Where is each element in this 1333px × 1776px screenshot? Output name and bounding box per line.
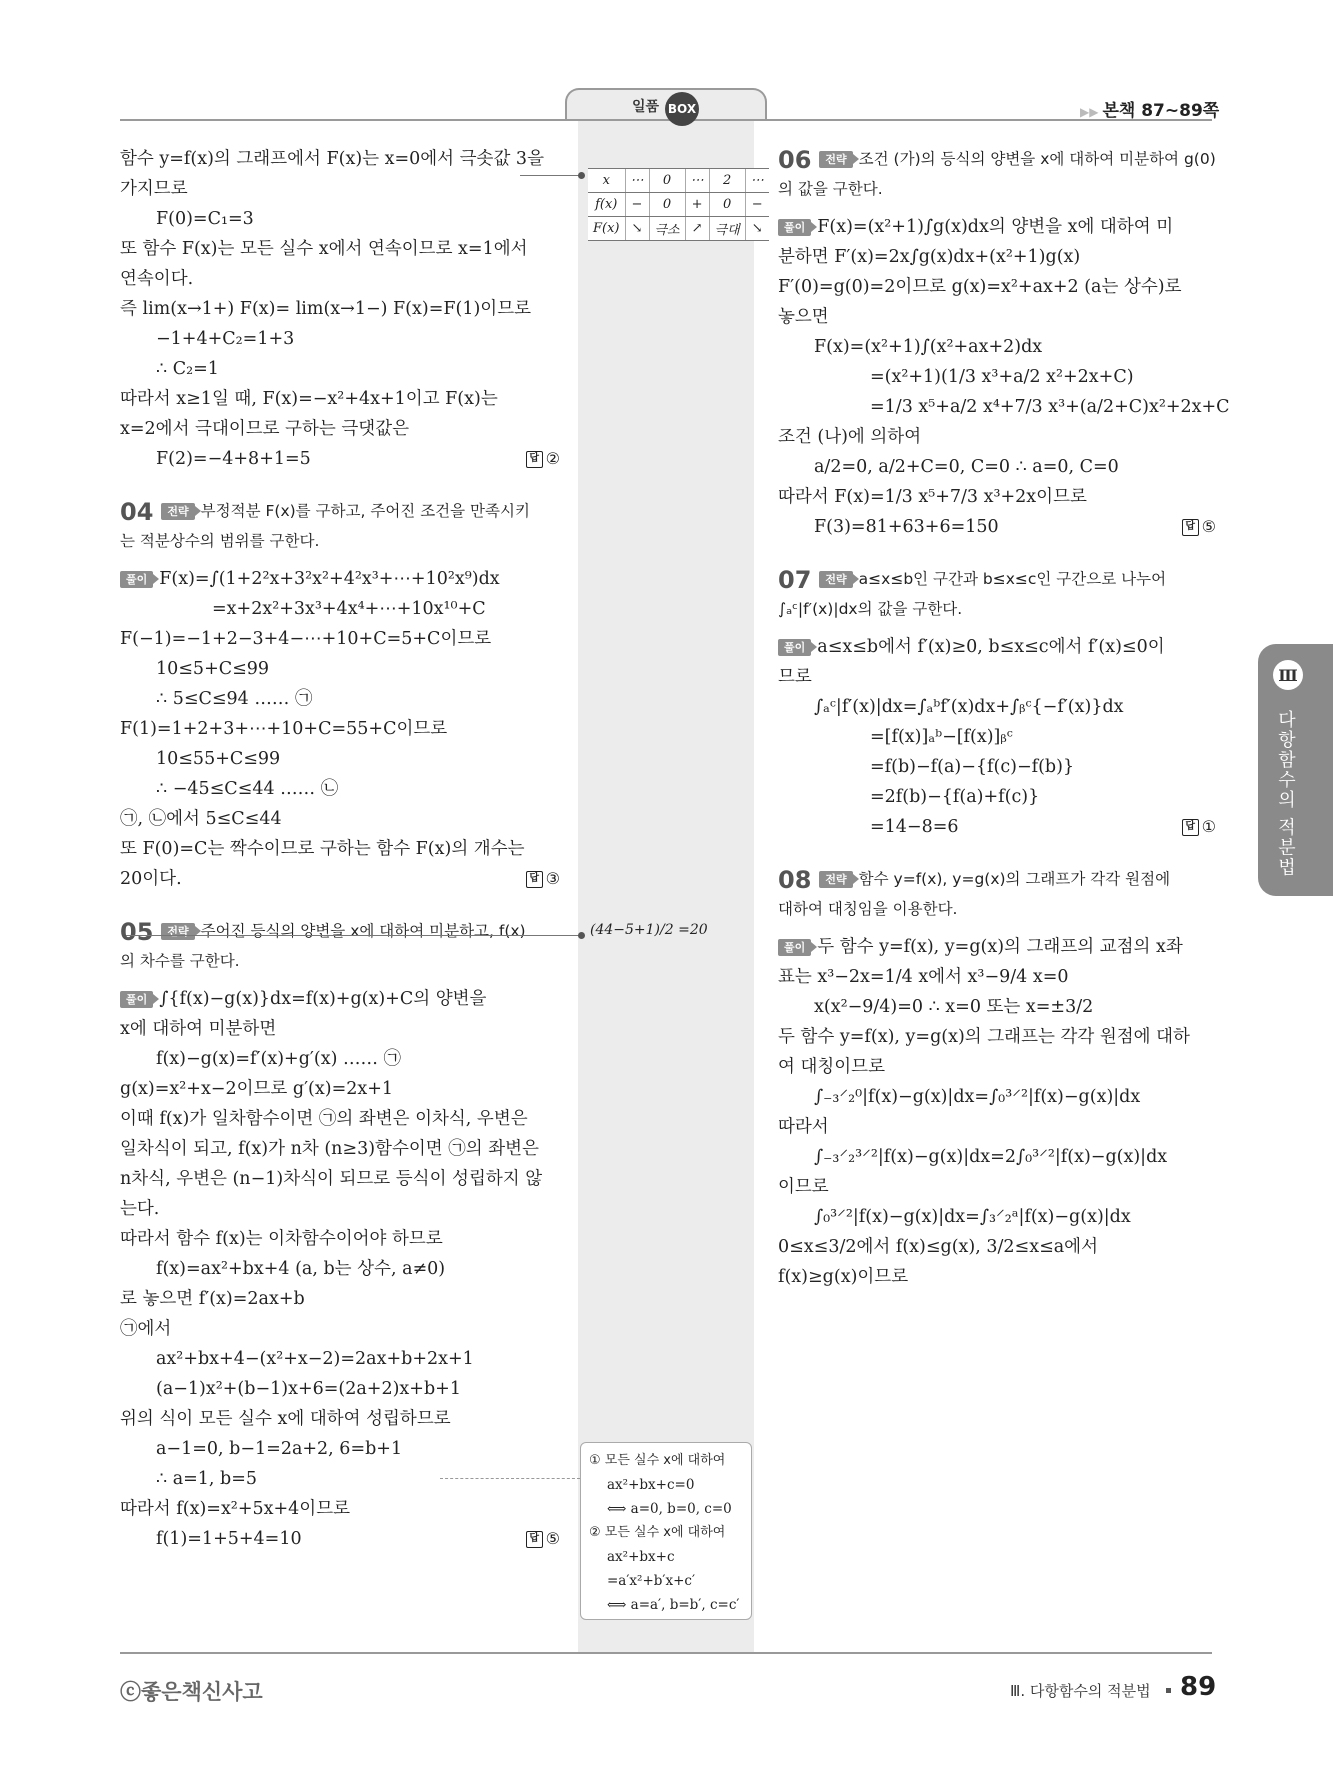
- answer-mark: [1182, 812, 1216, 842]
- solution-text: 위의 식이 모든 실수 x에 대하여 성립하므로: [120, 1409, 451, 1429]
- answer-icon: 답: [1182, 819, 1199, 836]
- table-cell: ⋯: [745, 169, 769, 193]
- solution-line: [120, 744, 560, 774]
- solution-line: [120, 204, 560, 234]
- table-cell: ⋯: [685, 169, 709, 193]
- problem-08: [778, 864, 1216, 1292]
- table-row: [588, 217, 769, 241]
- solution-line: [778, 422, 1216, 452]
- solution-line: [778, 1112, 1216, 1142]
- strategy-text: 대하여 대칭임을 이용한다.: [778, 900, 958, 918]
- solution-text: −1+4+C₂=1+3: [156, 329, 295, 349]
- problem-number: 05: [120, 917, 154, 946]
- solution-lines: [778, 632, 1216, 842]
- note-line: ① 모든 실수 x에 대하여: [589, 1453, 726, 1468]
- strategy-text: ∫ₐᶜ|f′(x)|dx의 값을 구한다.: [778, 600, 963, 618]
- solution-line: [120, 1194, 560, 1224]
- solution-line: [120, 234, 560, 264]
- identity-note-box: [580, 1442, 752, 1620]
- solution-text: =14−8=6: [870, 817, 959, 837]
- solution-line: [778, 392, 1230, 422]
- solution-text: 따라서 F(x)=1/3 x⁵+7/3 x³+2x이므로: [778, 487, 1087, 507]
- footer-chapter-title: Ⅲ. 다항함수의 적분법: [1010, 1682, 1151, 1700]
- solution-text: f(x)≥g(x)이므로: [778, 1267, 909, 1287]
- left-column: [120, 144, 560, 1554]
- solution-text: ∴ a=1, b=5: [156, 1469, 258, 1489]
- solution-text: F(x)=∫(1+2²x+3²x²+4²x³+⋯+10²x⁹)dx: [159, 569, 500, 589]
- solution-line: [120, 1044, 560, 1074]
- answer-icon: 답: [526, 451, 543, 468]
- solution-text: ∫₋₃⸍₂³⸍²|f(x)−g(x)|dx=2∫₀³⸍²|f(x)−g(x)|dx: [814, 1147, 1168, 1167]
- sign-change-table: [588, 168, 769, 241]
- solution-line: [778, 1232, 1216, 1262]
- solution-line: [120, 834, 560, 864]
- solution-line: [778, 272, 1216, 302]
- solution-line: [120, 354, 560, 384]
- solution-line: [120, 264, 560, 294]
- solution-text: 10≤55+C≤99: [156, 749, 281, 769]
- solution-tag: 풀이: [120, 991, 153, 1008]
- solution-line: [120, 714, 560, 744]
- solution-line: [778, 302, 1216, 332]
- solution-text: 여 대칭이므로: [778, 1057, 885, 1077]
- solution-text: f(x)−g(x)=f′(x)+g′(x) …… ㉠: [156, 1049, 402, 1069]
- solution-text: 로 놓으면 f′(x)=2ax+b: [120, 1289, 305, 1309]
- note-line: =a′x²+b′x+c′: [607, 1573, 696, 1589]
- connector-line: [126, 935, 584, 936]
- solution-line: [778, 662, 1216, 692]
- solution-text: 이때 f(x)가 일차함수이면 ㉠의 좌변은 이차식, 우변은: [120, 1109, 528, 1129]
- strategy-text: 는 적분상수의 범위를 구한다.: [120, 532, 320, 550]
- solution-line: [778, 1082, 1216, 1112]
- solution-text: a/2=0, a/2+C=0, C=0 ∴ a=0, C=0: [814, 457, 1119, 477]
- solution-text: ∫ₐᶜ|f′(x)|dx=∫ₐᵇf′(x)dx+∫ᵦᶜ{−f′(x)}dx: [814, 697, 1124, 717]
- solution-line: [120, 1314, 560, 1344]
- solution-text: ∴ −45≤C≤44 …… ㉡: [156, 779, 339, 799]
- problem-07: [778, 564, 1216, 842]
- solution-line: [778, 452, 1216, 482]
- strategy-tag: 전략: [819, 151, 852, 168]
- solution-text: F(2)=−4+8+1=5: [156, 449, 311, 469]
- solution-line: [120, 1374, 560, 1404]
- table-cell: 2: [709, 169, 745, 193]
- connector-line: [520, 175, 584, 176]
- strategy-tag: 전략: [819, 571, 852, 588]
- right-column: [778, 144, 1230, 1292]
- answer-mark: [526, 444, 560, 474]
- solution-text: 또 F(0)=C는 짝수이므로 구하는 함수 F(x)의 개수는: [120, 839, 525, 859]
- table-cell: +: [685, 193, 709, 217]
- solution-text: =f(b)−f(a)−{f(c)−f(b)}: [870, 757, 1075, 777]
- solution-text: F(3)=81+63+6=150: [814, 517, 999, 537]
- solution-line: [778, 512, 1216, 542]
- solution-text: =1/3 x⁵+a/2 x⁴+7/3 x³+(a/2+C)x²+2x+C: [870, 397, 1230, 417]
- table-cell: f(x): [588, 193, 625, 217]
- solution-line: [778, 812, 1216, 842]
- solution-line: [120, 594, 560, 624]
- center-annotation-strip: [578, 92, 754, 1654]
- solution-line: [120, 414, 560, 444]
- solution-line: [778, 1202, 1216, 1232]
- solution-text: x=2에서 극대이므로 구하는 극댓값은: [120, 419, 410, 439]
- solution-line: [778, 482, 1216, 512]
- table-cell: ↗: [685, 217, 709, 241]
- solution-line: [120, 1224, 560, 1254]
- solution-line: [120, 444, 560, 474]
- solution-line: [120, 1524, 560, 1554]
- solution-line: [778, 932, 1216, 962]
- solution-text: ㉠, ㉡에서 5≤C≤44: [120, 809, 282, 829]
- solution-lines: [120, 564, 560, 894]
- table-cell: 극소: [649, 217, 685, 241]
- solution-text: 또 함수 F(x)는 모든 실수 x에서 연속이므로 x=1에서: [120, 239, 528, 259]
- table-cell: ↘: [745, 217, 769, 241]
- problem-number: 04: [120, 497, 154, 526]
- answer-value: ③: [545, 869, 560, 888]
- count-note: (44−5+1)/2 =20: [590, 922, 708, 938]
- solution-line: [120, 1284, 560, 1314]
- solution-line: [120, 1404, 560, 1434]
- solution-line: [778, 242, 1216, 272]
- solution-text: 따라서 함수 f(x)는 이차함수이어야 하므로: [120, 1229, 443, 1249]
- problem-05: [120, 916, 560, 1554]
- solution-line: [778, 1052, 1216, 1082]
- solution-text: (a−1)x²+(b−1)x+6=(2a+2)x+b+1: [156, 1379, 461, 1399]
- problem-06: [778, 144, 1230, 542]
- solution-line: [120, 324, 560, 354]
- solution-text: F(1)=1+2+3+⋯+10+C=55+C이므로: [120, 719, 448, 739]
- solution-tag: 풀이: [120, 571, 153, 588]
- table-cell: −: [745, 193, 769, 217]
- note-line: ax²+bx+c: [607, 1549, 675, 1565]
- solution-text: x에 대하여 미분하면: [120, 1019, 277, 1039]
- solution-text: g(x)=x²+x−2이므로 g′(x)=2x+1: [120, 1079, 394, 1099]
- table-cell: F(x): [588, 217, 625, 241]
- solution-text: F(−1)=−1+2−3+4−⋯+10+C=5+C이므로: [120, 629, 492, 649]
- table-cell: 0: [649, 169, 685, 193]
- solution-line: [120, 654, 560, 684]
- solution-line: [778, 1262, 1216, 1292]
- solution-text: 가지므로: [120, 179, 188, 199]
- solution-text: f(1)=1+5+4=10: [156, 1529, 302, 1549]
- solution-line: [778, 362, 1216, 392]
- box-badge: BOX: [665, 92, 699, 126]
- answer-mark: [526, 1524, 560, 1554]
- answer-mark: [526, 864, 560, 894]
- solution-text: ∫₀³⸍²|f(x)−g(x)|dx=∫₃⸍₂ᵃ|f(x)−g(x)|dx: [814, 1207, 1131, 1227]
- solution-lines: [778, 932, 1216, 1292]
- note-line: ⟺ a=a′, b=b′, c=c′: [607, 1597, 740, 1613]
- note-line: ⟺ a=0, b=0, c=0: [607, 1501, 732, 1517]
- solution-text: 0≤x≤3/2에서 f(x)≤g(x), 3/2≤x≤a에서: [778, 1237, 1098, 1257]
- solution-text: F(0)=C₁=3: [156, 209, 254, 229]
- answer-value: ①: [1201, 817, 1216, 836]
- solution-text: a≤x≤b에서 f′(x)≥0, b≤x≤c에서 f′(x)≤0이: [817, 637, 1165, 657]
- solution-line: [120, 384, 560, 414]
- solution-line: [120, 774, 560, 804]
- solution-text: 이므로: [778, 1177, 829, 1197]
- solution-text: 10≤5+C≤99: [156, 659, 270, 679]
- table-cell: x: [588, 169, 625, 193]
- solution-line: [120, 1164, 560, 1194]
- top-rule: [120, 119, 1212, 121]
- table-cell: −: [625, 193, 649, 217]
- solution-line: [120, 144, 560, 174]
- solution-lines: [120, 984, 560, 1554]
- solution-line: [120, 294, 560, 324]
- answer-value: ⑤: [1201, 517, 1216, 536]
- table-cell: 0: [709, 193, 745, 217]
- solution-line: [120, 1494, 560, 1524]
- problem-04: [120, 496, 560, 894]
- solution-text: 따라서 f(x)=x²+5x+4이므로: [120, 1499, 351, 1519]
- table-cell: ↘: [625, 217, 649, 241]
- page-reference: [1080, 96, 1219, 121]
- solution-text: F′(0)=g(0)=2이므로 g(x)=x²+ax+2 (a는 상수)로: [778, 277, 1182, 297]
- solution-text: ㉠에서: [120, 1319, 172, 1339]
- solution-text: 므로: [778, 667, 812, 687]
- table-cell: 0: [649, 193, 685, 217]
- solution-text: 표는 x³−2x=1/4 x에서 x³−9/4 x=0: [778, 967, 1069, 987]
- solution-line: [120, 1254, 560, 1284]
- solution-line: [778, 692, 1216, 722]
- solution-line: [120, 564, 560, 594]
- strategy-text: 의 값을 구한다.: [778, 180, 883, 198]
- solution-text: 분하면 F′(x)=2x∫g(x)dx+(x²+1)g(x): [778, 247, 1081, 267]
- solution-text: 일차식이 되고, f(x)가 n차 (n≥3)함수이면 ㉠의 좌변은: [120, 1139, 539, 1159]
- solution-line: [120, 624, 560, 654]
- footer-square-icon: [1166, 1688, 1171, 1693]
- strategy-text: 의 차수를 구한다.: [120, 952, 240, 970]
- solution-text: 놓으면: [778, 307, 829, 327]
- connector-line: [440, 1478, 580, 1479]
- problem-03-solution-continued: [120, 144, 560, 474]
- solution-text: =2f(b)−{f(a)+f(c)}: [870, 787, 1040, 807]
- solution-line: [120, 1434, 560, 1464]
- solution-line: [120, 684, 560, 714]
- connector-dot: [578, 932, 585, 939]
- chapter-side-title: 다항함수의 적분법: [1275, 710, 1296, 878]
- table-row: [588, 193, 769, 217]
- publisher-logo: ⓒ좋은책신사고: [120, 1680, 263, 1704]
- solution-line: [778, 332, 1216, 362]
- solution-text: ∫{f(x)−g(x)}dx=f(x)+g(x)+C의 양변을: [159, 989, 487, 1009]
- solution-text: 즉 lim(x→1+) F(x)= lim(x→1−) F(x)=F(1)이므로: [120, 299, 532, 319]
- solution-line: [120, 984, 560, 1014]
- solution-line: [120, 864, 560, 894]
- solution-text: ∴ C₂=1: [156, 359, 219, 379]
- solution-text: ∴ 5≤C≤94 …… ㉠: [156, 689, 313, 709]
- answer-icon: 답: [1182, 519, 1199, 536]
- solution-text: ∫₋₃⸍₂⁰|f(x)−g(x)|dx=∫₀³⸍²|f(x)−g(x)|dx: [814, 1087, 1141, 1107]
- strategy-tag: 전략: [161, 503, 194, 520]
- solution-tag: 풀이: [778, 219, 811, 236]
- strategy-text: 주어진 등식의 양변을 x에 대하여 미분하고, f(x): [200, 922, 526, 940]
- solution-line: [778, 752, 1216, 782]
- solution-text: =x+2x²+3x³+4x⁴+⋯+10x¹⁰+C: [212, 599, 486, 619]
- solution-text: 두 함수 y=f(x), y=g(x)의 그래프는 각각 원점에 대하: [778, 1027, 1190, 1047]
- solution-line: [120, 804, 560, 834]
- solution-line: [778, 1142, 1216, 1172]
- table-cell: 극대: [709, 217, 745, 241]
- table-row: [588, 169, 769, 193]
- double-arrow-icon: ▶▶: [1080, 105, 1099, 119]
- solution-line: [120, 1104, 560, 1134]
- solution-line: [120, 1074, 560, 1104]
- solution-line: [778, 632, 1216, 662]
- solution-line: [778, 782, 1216, 812]
- solution-line: [778, 722, 1216, 752]
- solution-line: [120, 1134, 560, 1164]
- solution-text: a−1=0, b−1=2a+2, 6=b+1: [156, 1439, 403, 1459]
- answer-icon: 답: [526, 871, 543, 888]
- box-label: 일품: [632, 99, 660, 115]
- problem-number: 08: [778, 865, 812, 894]
- solution-text: 조건 (나)에 의하여: [778, 427, 922, 447]
- solution-text: n차식, 우변은 (n−1)차식이 되므로 등식이 성립하지 않: [120, 1169, 543, 1189]
- solution-text: 20이다.: [120, 869, 182, 889]
- solution-tag: 풀이: [778, 939, 811, 956]
- solution-text: f(x)=ax²+bx+4 (a, b는 상수, a≠0): [156, 1259, 446, 1279]
- problem-number: 07: [778, 565, 812, 594]
- solution-text: 두 함수 y=f(x), y=g(x)의 그래프의 교점의 x좌: [817, 937, 1183, 957]
- strategy-text: a≤x≤b인 구간과 b≤x≤c인 구간으로 나누어: [858, 570, 1167, 588]
- solution-line: [778, 992, 1216, 1022]
- page-reference-text: 본책 87~89쪽: [1102, 101, 1220, 121]
- solution-line: [120, 174, 560, 204]
- solution-line: [778, 1022, 1216, 1052]
- solution-line: [120, 1464, 560, 1494]
- solution-lines: [778, 212, 1230, 542]
- bottom-rule: [120, 1652, 1212, 1654]
- note-line: ax²+bx+c=0: [607, 1477, 695, 1493]
- page-number: 89: [1180, 1672, 1217, 1702]
- strategy-tag: 전략: [161, 923, 194, 940]
- problem-number: 06: [778, 145, 812, 174]
- solution-line: [120, 1344, 560, 1374]
- solution-line: [778, 212, 1216, 242]
- solution-text: =[f(x)]ₐᵇ−[f(x)]ᵦᶜ: [870, 727, 1013, 747]
- solution-line: [778, 962, 1216, 992]
- strategy-text: 함수 y=f(x), y=g(x)의 그래프가 각각 원점에: [858, 870, 1171, 888]
- answer-icon: 답: [526, 1531, 543, 1548]
- solution-tag: 풀이: [778, 639, 811, 656]
- solution-text: =(x²+1)(1/3 x³+a/2 x²+2x+C): [870, 367, 1134, 387]
- connector-dot: [578, 172, 585, 179]
- solution-text: 연속이다.: [120, 269, 194, 289]
- answer-value: ②: [545, 449, 560, 468]
- strategy-text: 조건 (가)의 등식의 양변을 x에 대하여 미분하여 g(0): [858, 150, 1216, 168]
- solution-text: 는다.: [120, 1199, 160, 1219]
- solution-text: F(x)=(x²+1)∫(x²+ax+2)dx: [814, 337, 1043, 357]
- note-line: ② 모든 실수 x에 대하여: [589, 1525, 726, 1540]
- answer-value: ⑤: [545, 1529, 560, 1548]
- strategy-text: 부정적분 F(x)를 구하고, 주어진 조건을 만족시키: [200, 502, 530, 520]
- solution-line: [778, 1172, 1216, 1202]
- chapter-roman-badge: Ⅲ: [1273, 660, 1303, 690]
- solution-text: 따라서 x≥1일 때, F(x)=−x²+4x+1이고 F(x)는: [120, 389, 498, 409]
- solution-text: 함수 y=f(x)의 그래프에서 F(x)는 x=0에서 극솟값 3을: [120, 149, 544, 169]
- answer-mark: [1182, 512, 1216, 542]
- solution-text: F(x)=(x²+1)∫g(x)dx의 양변을 x에 대하여 미: [817, 217, 1174, 237]
- solution-line: [120, 1014, 560, 1044]
- solution-text: 따라서: [778, 1117, 829, 1137]
- solution-text: x(x²−9/4)=0 ∴ x=0 또는 x=±3/2: [814, 997, 1094, 1017]
- table-cell: ⋯: [625, 169, 649, 193]
- solution-text: ax²+bx+4−(x²+x−2)=2ax+b+2x+1: [156, 1349, 474, 1369]
- strategy-tag: 전략: [819, 871, 852, 888]
